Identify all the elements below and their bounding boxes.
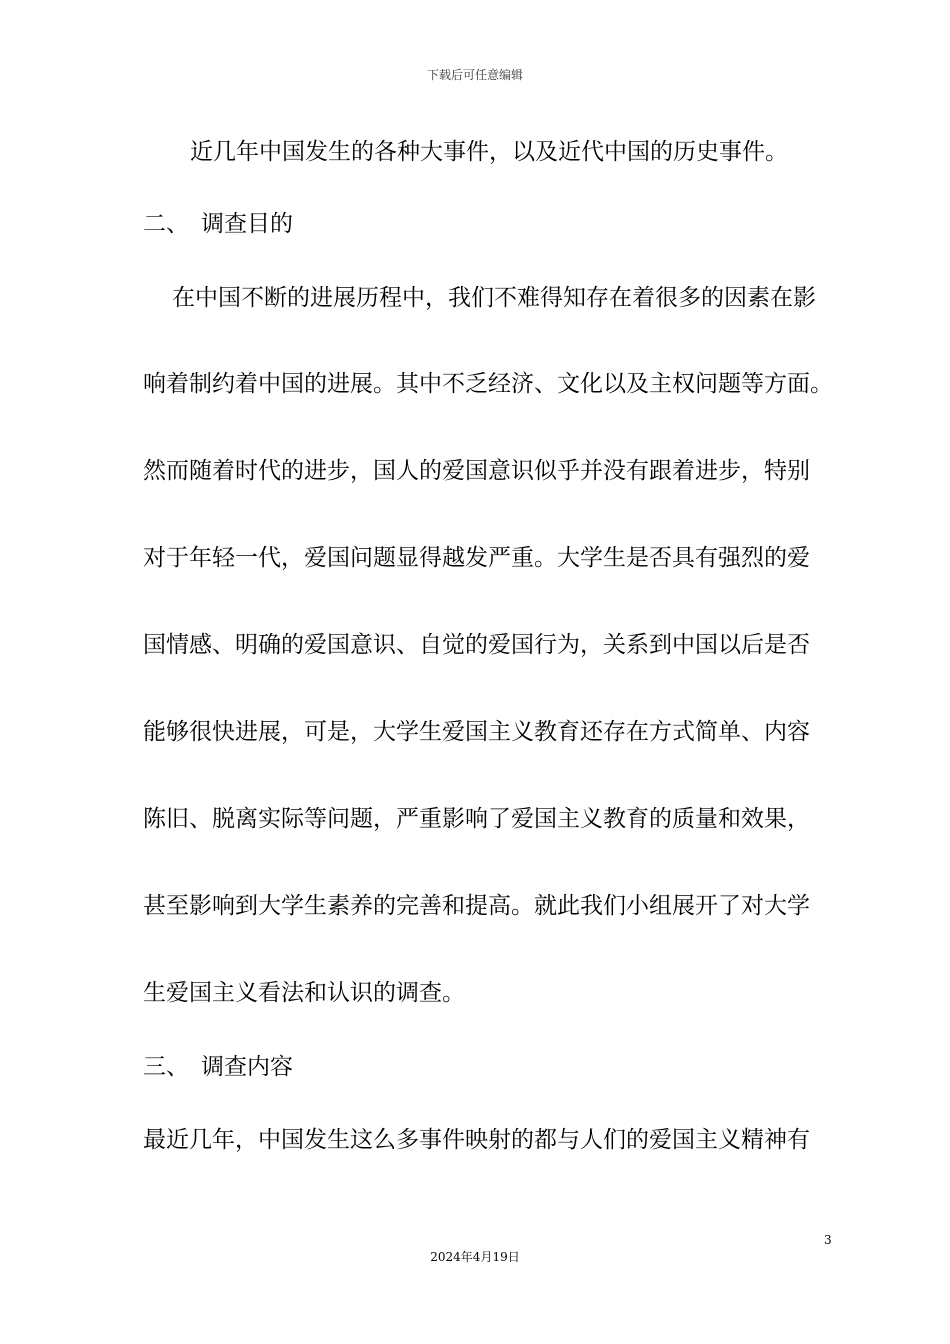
page-number: 3 xyxy=(824,1233,832,1247)
paragraph-line: 生爱国主义看法和认识的调查。 xyxy=(143,980,465,1006)
section-heading-purpose xyxy=(143,209,293,239)
paragraph-line: 最近几年，中国发生这么多事件映射的都与人们的爱国主义精神有 xyxy=(143,1127,810,1153)
paragraph-line: 在中国不断的进展历程中，我们不难得知存在着很多的因素在影 xyxy=(172,285,816,311)
intro-paragraph: 近几年中国发生的各种大事件，以及近代中国的历史事件。 xyxy=(190,139,788,165)
page-header: 下载后可任意编辑 xyxy=(426,68,523,82)
paragraph-line: 能够很快进展，可是，大学生爱国主义教育还存在方式简单、内容 xyxy=(143,719,810,745)
paragraph-line: 甚至影响到大学生素养的完善和提高。就此我们小组展开了对大学 xyxy=(143,893,810,919)
paragraph-line: 国情感、明确的爱国意识、自觉的爱国行为，关系到中国以后是否 xyxy=(143,632,810,658)
paragraph-line: 然而随着时代的进步，国人的爱国意识似乎并没有跟着进步，特别 xyxy=(143,458,810,484)
paragraph-line: 对于年轻一代，爱国问题显得越发严重。大学生是否具有强烈的爱 xyxy=(143,545,810,571)
section-title: 调查目的 xyxy=(201,211,293,237)
section-number: 三、 xyxy=(143,1054,189,1080)
footer-date: 2024年4月19日 xyxy=(430,1250,520,1264)
paragraph-line: 陈旧、脱离实际等问题，严重影响了爱国主义教育的质量和效果， xyxy=(143,806,810,832)
paragraph-line: 响着制约着中国的进展。其中不乏经济、文化以及主权问题等方面。 xyxy=(143,371,833,397)
section-title: 调查内容 xyxy=(201,1054,293,1080)
section-heading-content xyxy=(143,1052,293,1082)
section-number: 二、 xyxy=(143,211,189,237)
